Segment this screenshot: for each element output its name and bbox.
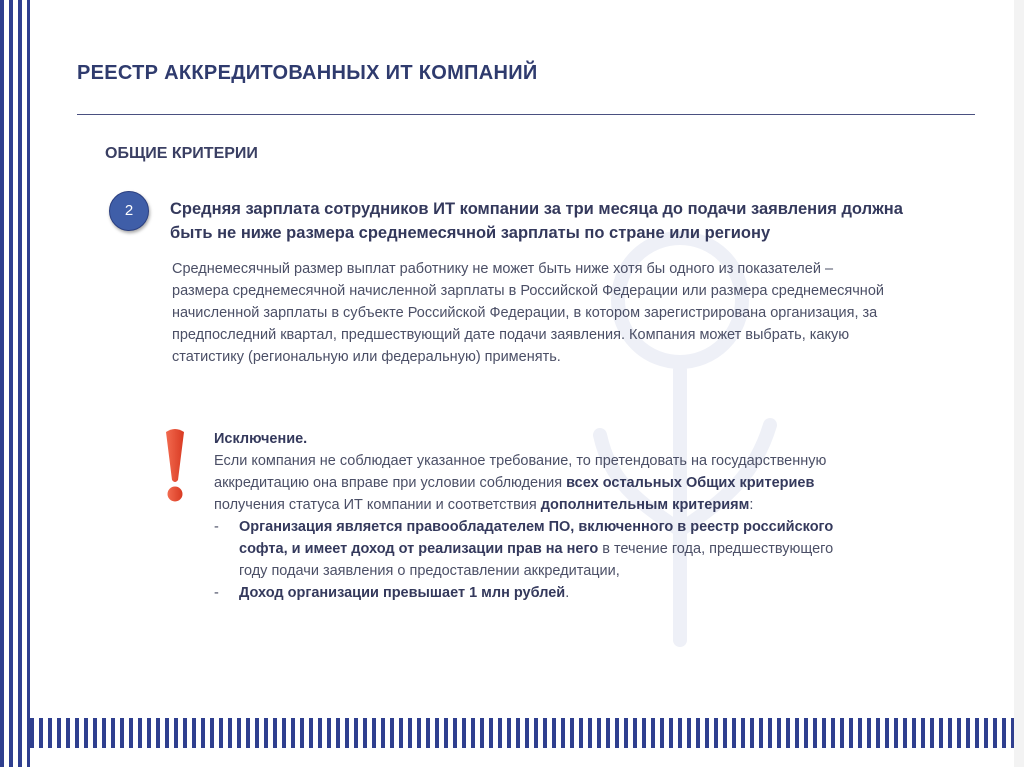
exclamation-icon <box>163 428 187 504</box>
exception-block <box>214 428 854 604</box>
section-title: ОБЩИЕ КРИТЕРИИ <box>105 145 258 162</box>
list-item <box>214 582 854 604</box>
list-dash: - <box>214 519 219 535</box>
list-dash: - <box>214 585 219 601</box>
exception-text-part: : <box>749 497 754 513</box>
exception-list <box>214 516 854 604</box>
exception-text-bold: дополнительным критериям <box>540 497 750 513</box>
right-edge <box>1014 0 1024 767</box>
list-item <box>214 516 854 582</box>
left-stripe-decoration <box>0 0 30 767</box>
criterion-heading: Средняя зарплата сотрудников ИТ компании за три месяца до подачи заявления должна быть не ниже размера среднемесячной зарплаты по стране или региону <box>170 200 903 242</box>
exception-text-part: Если компания не соблюдает указанное требование, то претендовать на государственную аккредитацию она вправе при условии соблюдения <box>214 453 827 491</box>
list-item-text: . <box>565 585 570 601</box>
page-title: РЕЕСТР АККРЕДИТОВАННЫХ ИТ КОМПАНИЙ <box>77 62 538 84</box>
bottom-stripe-decoration <box>30 718 1024 748</box>
exception-text-part: получения статуса ИТ компании и соответствия <box>214 497 541 513</box>
list-item-text: в течение года, предшествующего году подачи заявления о предоставлении аккредитации, <box>239 541 834 579</box>
criterion-description: Среднемесячный размер выплат работнику не может быть ниже хотя бы одного из показателей – размера среднемесячной начисленной зарплаты в Российской Федерации или размера среднемесячной начисленной зарплаты в субъекте Российской Федерации, в котором зарегистрирована организация, за предпоследний квартал, предшествующий дате подачи заявления. Компания может выбрать, какую статистику (региональную или федеральную) применять. <box>172 261 884 365</box>
list-item-bold: Организация является правообладателем ПО, включенного в реестр российского софта, и имеет доход от реализации прав на него <box>239 519 834 557</box>
exception-text-bold: всех остальных Общих критериев <box>566 475 815 491</box>
criterion-number-badge: 2 <box>109 191 149 231</box>
exception-title: Исключение. <box>214 431 308 447</box>
exception-text <box>214 450 854 516</box>
title-divider <box>77 114 975 115</box>
list-item-bold: Доход организации превышает 1 млн рублей <box>239 585 566 601</box>
